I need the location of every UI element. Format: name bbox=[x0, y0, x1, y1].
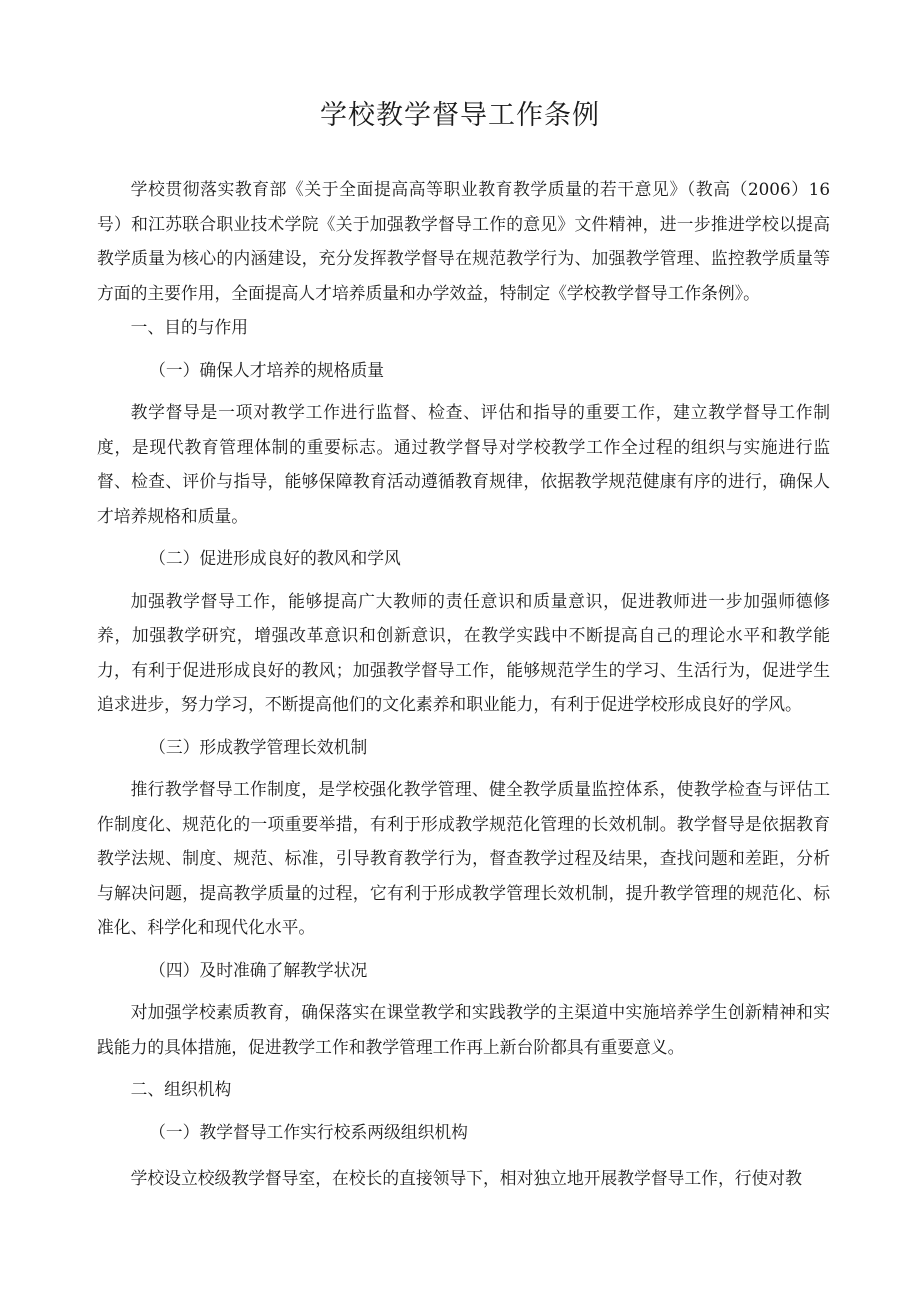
section-2-heading: 二、组织机构 bbox=[130, 1079, 232, 1099]
section-1-1-heading: （一）确保人才培养的规格质量 bbox=[149, 359, 385, 380]
section-2-1-heading: （一）教学督导工作实行校系两级组织机构 bbox=[149, 1121, 468, 1142]
document-title: 学校教学督导工作条例 bbox=[320, 100, 600, 131]
intro-paragraph: 学校贯彻落实教育部《关于全面提高高等职业教育教学质量的若干意见》（教高（2006）16号）和江苏联合职业技术学院《关于加强教学督导工作的意见》文件精神，进一步推进学校以提高教学质量为核心的内涵建设，充分发挥教学督导在规范教学行为、加强教学管理、监控教学质量等方面的主要作用，全面提高人才培养质量和办学效益，特制定《学校教学督导工作条例》。 bbox=[97, 179, 830, 303]
section-1-heading: 一、目的与作用 bbox=[130, 317, 249, 337]
section-1-3-paragraph: 推行教学督导工作制度，是学校强化教学管理、健全教学质量监控体系，使教学检查与评估工作制度化、规范化的一项重要举措，有利于形成教学规范化管理的长效机制。教学督导是依据教育教学法规、制度、规范、标准，引导教育教学行为，督查教学过程及结果，查找问题和差距，分析与解决问题，提高教学质量的过程，它有利于形成教学管理长效机制，提升教学管理的规范化、标准化、科学化和现代化水平。 bbox=[97, 779, 830, 937]
section-1-2-heading: （二）促进形成良好的教风和学风 bbox=[149, 548, 401, 568]
document-body bbox=[97, 172, 830, 1196]
section-1-3-heading: （三）形成教学管理长效机制 bbox=[149, 736, 368, 757]
section-1-2-paragraph: 加强教学督导工作，能够提高广大教师的责任意识和质量意识，促进教师进一步加强师德修养，加强教学研究，增强改革意识和创新意识，在教学实践中不断提高自己的理论水平和教学能力，有利于促进形成良好的教风；加强教学督导工作，能够规范学生的学习、生活行为，促进学生追求进步，努力学习，不断提高他们的文化素养和职业能力，有利于促进学校形成良好的学风。 bbox=[97, 590, 830, 714]
section-1-4-paragraph: 对加强学校素质教育，确保落实在课堂教学和实践教学的主渠道中实施培养学生创新精神和实践能力的具体措施，促进教学工作和教学管理工作再上新台阶都具有重要意义。 bbox=[97, 1002, 830, 1057]
section-1-1-paragraph: 教学督导是一项对教学工作进行监督、检查、评估和指导的重要工作，建立教学督导工作制度，是现代教育管理体制的重要标志。通过教学督导对学校教学工作全过程的组织与实施进行监督、检查、评价与指导，能够保障教育活动遵循教育规律，依据教学规范健康有序的进行，确保人才培养规格和质量。 bbox=[97, 402, 830, 526]
section-2-1-paragraph: 学校设立校级教学督导室，在校长的直接领导下，相对独立地开展教学督导工作，行使对教 bbox=[130, 1168, 802, 1188]
section-1-4-heading: （四）及时准确了解教学状况 bbox=[149, 959, 368, 980]
